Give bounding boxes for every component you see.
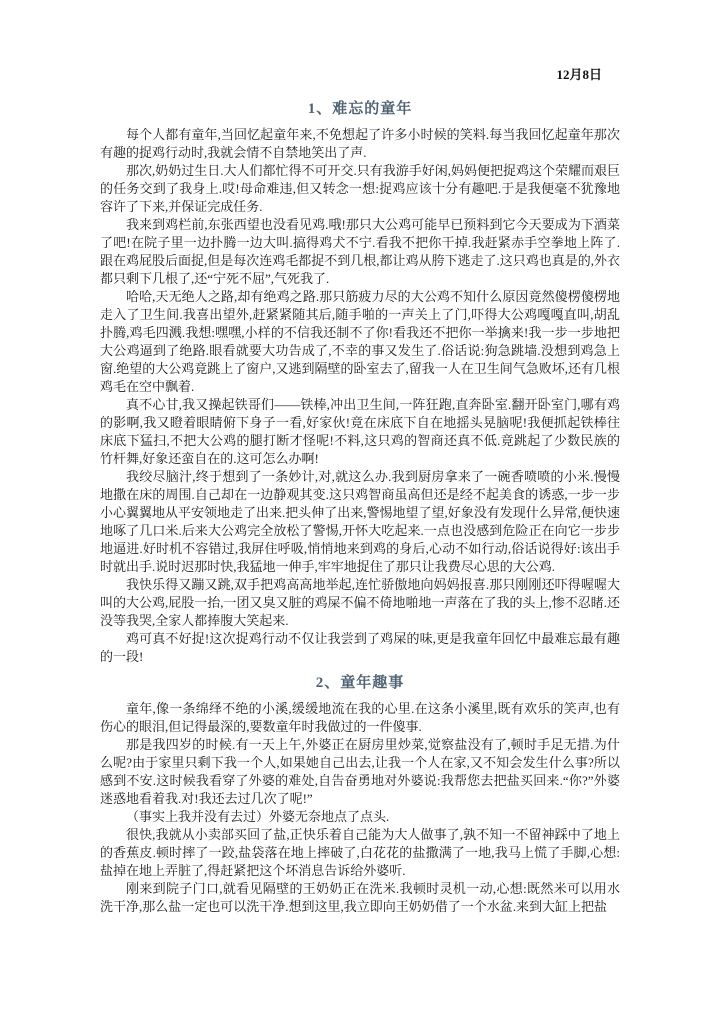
essay-1-paragraph-5: 真不心甘,我又操起铁哥们——铁棒,冲出卫生间,一阵狂跑,直奔卧室.翻开卧室门,哪有鸡的影啊,我又瞪着眼睛俯下身子一看,好家伙!竟在床底下自在地摇头晃脑呢!我便抓起铁棒往床底下猛扫,不把大公鸡的腿打断才怪呢!不料,这只鸡的智商还真不低.竟跳起了少数民族的竹杆舞,好象还蛮自在的.这可怎么办啊! (100, 397, 620, 466)
essay-2-paragraph-5: 刚来到院子门口,就看见隔壁的王奶奶正在洗米.我顿时灵机一动,心想:既然米可以用水洗干净,那么盐一定也可以洗干净.想到这里,我立即向王奶奶借了一个水盆.来到大缸上把盐 (100, 881, 620, 914)
essay-1-paragraph-2: 那次,奶奶过生日.大人们都忙得不可开交.只有我游手好闲,妈妈便把捉鸡这个荣耀而艰巨的任务交到了我身上.哎!母命难违,但又转念一想:捉鸡应该十分有趣吧.于是我便毫不犹豫地容许了下来,并保证完成任务. (100, 163, 621, 214)
essay-1-title: 1、难忘的童年 (307, 101, 413, 117)
essay-1-paragraph-3: 我来到鸡栏前,东张西望也没看见鸡.哦!那只大公鸡可能早已预料到它今天要成为下酒菜了吧!在院子里一边扑腾一边大叫.搞得鸡犬不宁.看我不把你干掉.我赶紧赤手空拳地上阵了.跟在鸡屁股后面捉,但是每次连鸡毛都捉不到几根,都让鸡从胯下逃走了.这只鸡也真是的,外衣都只剩下几根了,还“宁死不屈”,气死我了. (100, 217, 621, 286)
essay-1-paragraph-6: 我绞尽脑汁,终于想到了一条妙计,对,就这么办.我到厨房拿来了一碗香喷喷的小米.慢慢地撒在床的周围.自己却在一边静观其变.这只鸡智商虽高但还是经不起美食的诱惑,一步一步小心翼翼地从平安领地走了出来.把头伸了出来,警惕地望了望,好象没有发现什么异常,便快速地啄了几口米.后来大公鸡完全放松了警惕,开怀大吃起来.一点也没感到危险正在向它一步步地逼进.好时机不容错过,我屏住呼吸,悄悄地来到鸡的身后,心动不如行动,俗话说得好:该出手时就出手.说时迟那时快,我猛地一伸手,牢牢地捉住了那只让我费尽心思的大公鸡. (100, 469, 621, 574)
date-line: 12月8日 (556, 67, 602, 82)
essay-1-paragraph-1: 每个人都有童年,当回忆起童年来,不免想起了许多小时候的笑料.每当我回忆起童年那次有趣的捉鸡行动时,我就会情不自禁地笑出了声. (100, 127, 620, 160)
document-content (100, 66, 620, 916)
essay-1-paragraph-8: 鸡可真不好捉!这次捉鸡行动不仅让我尝到了鸡屎的味,更是我童年回忆中最难忘最有趣的一段! (100, 631, 620, 664)
essay-2-paragraph-4: 很快,我就从小卖部买回了盐,正快乐着自己能为大人做事了,孰不知一不留神踩中了地上的香蕉皮.顿时摔了一跤,盐袋落在地上摔破了,白花花的盐撒满了一地,我马上慌了手脚,心想:盐掉在地上弄脏了,得赶紧把这个坏消息告诉给外婆听. (100, 827, 620, 878)
essay-2-paragraph-1: 童年,像一条绵绎不绝的小溪,缓缓地流在我的心里.在这条小溪里,既有欢乐的笑声,也有伤心的眼泪,但记得最深的,要数童年时我做过的一件傻事. (100, 701, 620, 734)
essay-1-paragraph-4: 哈哈,天无绝人之路,却有绝鸡之路.那只筋疲力尽的大公鸡不知什么原因竟然傻楞傻楞地走入了卫生间.我喜出望外,赶紧紧随其后,随手啪的一声关上了门,吓得大公鸡嘎嘎直叫,胡乱扑腾,鸡毛四溅.我想:嘿嘿,小样的不信我还制不了你!看我还不把你一举擒来!我一步一步地把大公鸡逼到了绝路.眼看就要大功告成了,不幸的事又发生了.俗话说:狗急跳墙.没想到鸡急上窗.绝望的大公鸡竟跳上了窗户,又逃到隔壁的卧室去了,留我一人在卫生间气急败坏,还有几根鸡毛在空中飘着. (100, 289, 621, 394)
essay-2-title: 2、童年趣事 (315, 675, 405, 691)
essay-2-paragraph-2: 那是我四岁的时候.有一天上午,外婆正在厨房里炒菜,觉察盐没有了,顿时手足无措.为什么呢?由于家里只剩下我一个人,如果她自己出去,让我一个人在家,又不知会发生什么事?所以感到不安.这时候我看穿了外婆的难处,自告奋勇地对外婆说:我帮您去把盐买回来.“你?”外婆迷惑地看着我.对!我还去过几次了呢!” (100, 737, 620, 806)
essay-1-paragraph-7: 我快乐得又蹦又跳,双手把鸡高高地举起,连忙骄傲地向妈妈报喜.那只刚刚还吓得喔喔大叫的大公鸡,屁股一抬,一团又臭又脏的鸡屎不偏不倚地啪地一声落在了我的头上,惨不忍睹.还没等我哭,全家人都捧腹大笑起来. (100, 577, 621, 628)
essay-2-paragraph-3: （事实上我并没有去过）外婆无奈地点了点头. (126, 809, 390, 824)
